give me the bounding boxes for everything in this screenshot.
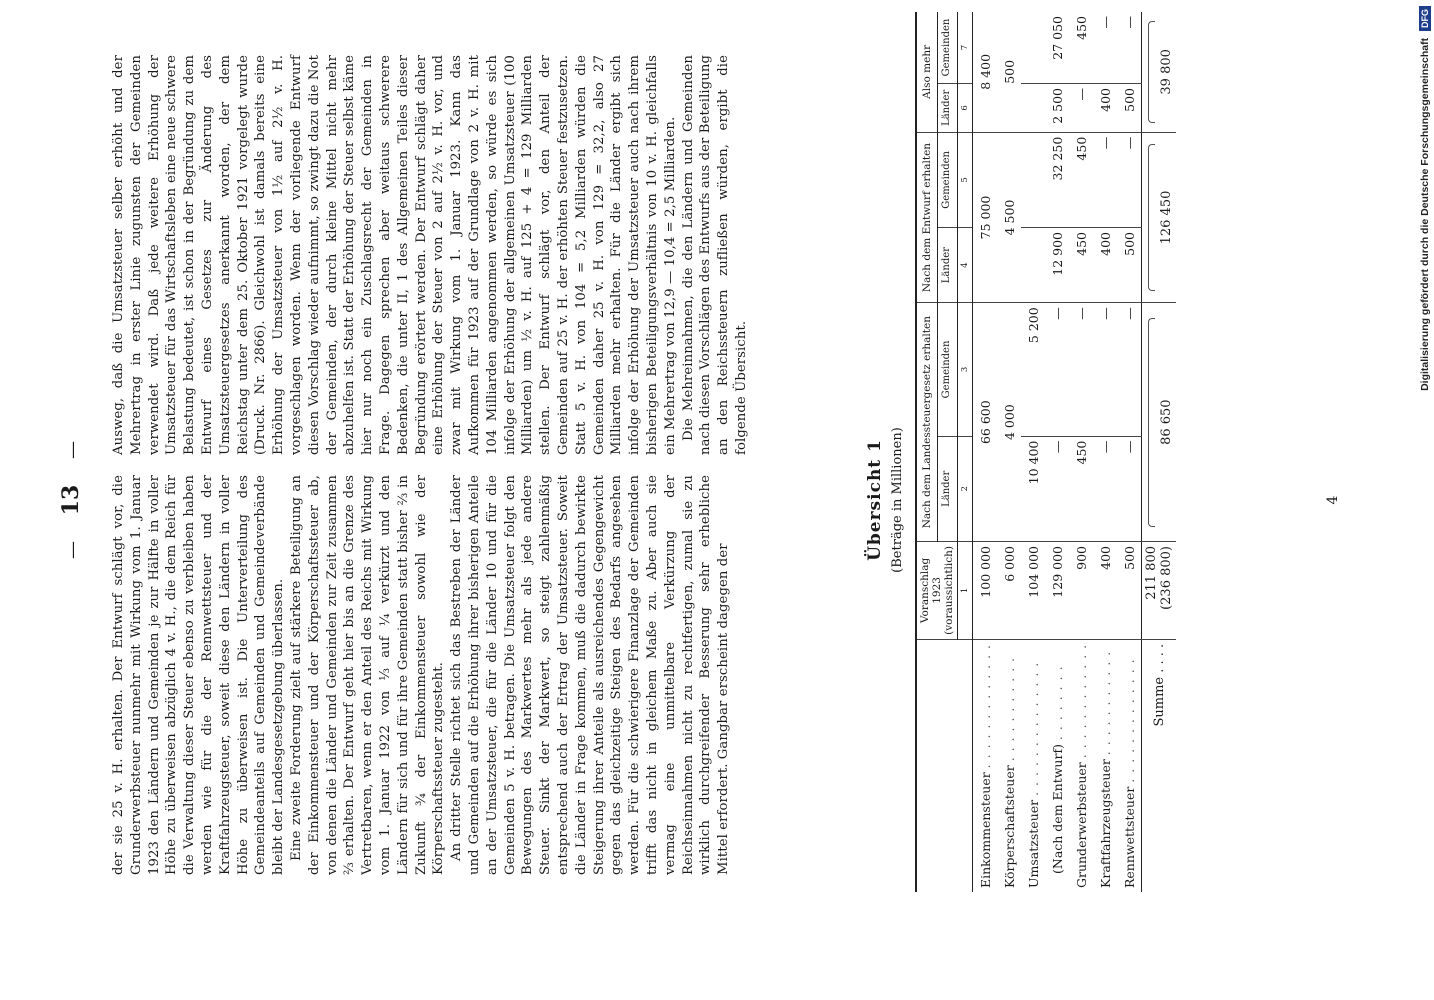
sum-row <box>1142 12 1177 892</box>
cell-laender: — <box>1069 83 1093 132</box>
paragraph: Eine zweite Forderung zielt auf stärkere Beteiligung an der Einkommensteuer und der Körperschaftssteuer ab, von denen die Länder und Gemeinden zur Zeit zusammen ⅔ erhalten. Der Entwurf geht hier bis an die Grenze des Vertretbaren, wenn er den Anteil des Reichs mit Wirkung vom 1. Januar 1922 von ⅓ auf ¼ verkürzt und den Ländern für sich und für ihre Gemeinden statt bisher ⅔ in Zukunft ¾ der Einkommensteuer sowohl wie der Körperschaftssteuer zugesteht. <box>288 475 447 875</box>
sum-mehr <box>1142 12 1177 132</box>
text-column-right <box>110 55 751 455</box>
leader-dots: . . . . . . . . . . . . . <box>1121 658 1137 783</box>
cell-gemeinden: — <box>1093 132 1117 227</box>
row-label-text: Umsatzsteuer <box>1025 799 1041 888</box>
credit-text: Digitalisierung gefördert durch die Deutsche Forschungsgemeinschaft <box>1419 37 1431 391</box>
row-label <box>973 639 998 892</box>
cell-voranschlag: 400 <box>1093 542 1117 640</box>
table-row <box>973 12 998 892</box>
table-row <box>1093 12 1117 892</box>
header-dash-right: — <box>62 441 83 460</box>
leader-dots: . . . . . . . . <box>1049 665 1065 741</box>
table-subtitle: (Beträge in Millionen) <box>890 427 905 573</box>
cell-gemeinden: — <box>1093 303 1117 436</box>
cell-laender: 2 500 <box>1045 83 1069 132</box>
text-column-left <box>110 475 733 875</box>
cell-voranschlag: 6 000 <box>997 542 1021 640</box>
table-header-row <box>916 12 937 892</box>
digitization-credit <box>1418 6 1432 996</box>
header-laender: Länder <box>937 227 957 302</box>
table-row <box>1069 12 1093 892</box>
leader-dots: . . . . . . . . . . . . . . <box>1025 661 1041 796</box>
column-number: 7 <box>958 12 973 83</box>
header-entwurf: Nach dem Entwurf erhalten <box>916 132 937 303</box>
cell-laender: 12 900 <box>1045 227 1069 302</box>
cell-gemeinden: — <box>1093 12 1117 83</box>
cell-gemeinden: 27 050 <box>1045 12 1069 83</box>
row-label <box>1045 639 1069 892</box>
table-row <box>1117 12 1142 892</box>
cell-gemeinden: — <box>1117 12 1142 83</box>
paragraph: der sie 25 v. H. erhalten. Der Entwurf schlägt vor, die Grunderwerbsteuer nunmehr mit Wirkung vom 1. Januar 1923 den Ländern und Gemeinden je zur Hälfte in voller Höhe zu überweisen abzüglich 4 v. H., die dem Reich für die Verwaltung dieser Steuer ebenso zu verbleiben haben werden wie für die der Rennwettsteuer und der Kraftfahrzeugsteuer, soweit diese den Ländern in voller Höhe zu überweisen ist. Die Unterverteilung des Gemeindeanteils auf Gemeinden und Gemeindeverbände bleibt der Landesgesetzgebung überlassen. <box>111 475 287 875</box>
paragraph: Ausweg, daß die Umsatzsteuer selber erhöht und der Mehrertrag in erster Linie zugunsten der Gemeinden verwendet wird. Daß jede weitere Erhöhung der Umsatzsteuer für das Wirtschaftsleben eine neue schwere Belastung bedeutet, ist schon in der Begründung zu dem Entwurf eines Gesetzes zur Änderung des Umsatzsteuergesetzes anerkannt worden, der dem Reichstag unter dem 25. Oktober 1921 vorgelegt wurde (Druck. Nr. 2866). Gleichwohl ist damals bereits eine Erhöhung der Umsatzsteuer von 1½ auf 2½ v. H. vorgeschlagen worden. Wenn der vorliegende Entwurf diesen Vorschlag wieder aufnimmt, so zwingt dazu die Not der Gemeinden, der durch kleine Mittel nicht mehr abzuhelfen ist. Statt der Erhöhung der Steuer selbst käme hier nur noch ein Zuschlagsrecht der Gemeinden in Frage. Dagegen sprechen aber weitaus schwerere Bedenken, die unter II, 1 des Allgemeinen Teiles dieser Begründung erörtert werden. Der Entwurf schlägt daher eine Erhöhung der Steuer von 2 auf 2½ v. H. vor, und zwar mit Wirkung vom 1. Januar 1923. Kann das Aufkommen für 1923 auf der Grundlage von 2 v. H. mit 104 Milliarden angenommen werden, so würde es sich infolge der Erhöhung der allgemeinen Umsatzsteuer (100 Milliarden) um ½ v. H. auf 125 + 4 = 129 Milliarden stellen. Der Entwurf schlägt vor, den Anteil der Gemeinden auf 25 v. H. der erhöhten Steuer festzusetzen. Statt 5 v. H. von 104 = 5,2 Milliarden würden die Gemeinden daher 25 v. H. von 129 = 32,2, also 27 Milliarden mehr erhalten. Für die Länder ergibt sich infolge der Erhöhung der Umsatzsteuer auch nach ihrem bisherigen Beteiligungsverhältnis von 10 v. H. gleichfalls ein Mehrertrag von 12,9 — 10,4 = 2,5 Milliarden. <box>111 55 678 455</box>
cell-laender: — <box>1093 436 1117 541</box>
cell-gemeinden: 32 250 <box>1045 132 1069 227</box>
cell-laender <box>1021 83 1045 132</box>
column-number: 3 <box>958 303 973 436</box>
row-label-text: Grunderwerbsteuer <box>1073 762 1089 888</box>
sum-landesgesetz-value: 86 650 <box>1159 399 1174 445</box>
column-number: 2 <box>958 436 973 541</box>
cell-voranschlag: 100 000 <box>973 542 998 640</box>
cell-gemeinden: — <box>1117 132 1142 227</box>
row-label-text: Körperschaftsteuer <box>1001 765 1017 888</box>
cell-gemeinden: 5 200 <box>1021 303 1045 436</box>
sum-voranschlag <box>1142 542 1177 640</box>
leader-dots: . . . . . . . . . . . . . <box>977 643 993 769</box>
cell-voranschlag: 900 <box>1069 542 1093 640</box>
table-row <box>1021 12 1045 892</box>
row-label-text: Einkommensteuer <box>977 772 993 888</box>
cell-gemeinden: — <box>1069 303 1093 436</box>
column-number: 1 <box>958 542 973 640</box>
overview-table <box>915 12 1176 892</box>
row-label <box>997 639 1021 892</box>
sum-brace <box>1148 21 1155 124</box>
cell-gemeinden <box>1021 12 1045 83</box>
cell-gemeinden <box>1021 132 1045 227</box>
sum-landesgesetz <box>1142 303 1177 542</box>
column-number: 5 <box>958 132 973 227</box>
row-label-text: Kraftfahrzeugsteuer <box>1097 759 1113 888</box>
cell-laender: 400 <box>1093 83 1117 132</box>
table-title: Übersicht 1 <box>865 439 885 561</box>
table-row <box>997 12 1021 892</box>
cell-mehr-merged: 8 400 <box>973 12 998 132</box>
leader-dots: . . . . . . . . . . . . <box>1073 643 1089 759</box>
row-label <box>1021 639 1045 892</box>
paragraph: An dritter Stelle richtet sich das Bestreben der Länder und Gemeinden auf die Erhöhung ihrer bisherigen Anteile an der Umsatzsteuer, die für die Länder 10 und für die Gemeinden 5 v. H. betragen. Die Umsatzsteuer folgt den Bewegungen des Markwertes mehr als jede andere Steuer. Sinkt der Markwert, so steigt zahlenmäßig entsprechend auch der Ertrag der Umsatzsteuer. Soweit die Länder in Frage kommen, muß die dadurch bewirkte Steigerung ihrer Anteile als ausreichendes Gegengewicht gegen das gleichzeitige Steigen des Bedarfs angesehen werden. Für die schwierigere Finanzlage der Gemeinden trifft das nicht in gleichem Maße zu. Aber auch sie vermag eine unmittelbare Verkürzung der Reichseinnahmen nicht zu rechtfertigen, zumal sie zu wirklich durchgreifender Besserung sehr erhebliche Mittel erfordert. Gangbar erscheint dagegen der <box>449 475 732 875</box>
cell-voranschlag: 104 000 <box>1021 542 1045 640</box>
cell-laender: — <box>1117 436 1142 541</box>
header-voranschlag: Voranschlag 1923 (voraussichtlich) <box>916 542 958 640</box>
page-number-bottom: 4 <box>1325 495 1341 505</box>
cell-laender: 500 <box>1117 227 1142 302</box>
cell-voranschlag: 500 <box>1117 542 1142 640</box>
cell-laender: 400 <box>1093 227 1117 302</box>
cell-laender: — <box>1045 436 1069 541</box>
sum-brace <box>1148 144 1155 291</box>
cell-laender: 450 <box>1069 436 1093 541</box>
header-landesgesetz: Nach dem Landessteuergesetz erhalten <box>916 303 937 542</box>
page-number-top: 13 <box>58 484 84 516</box>
cell-landesgesetz-merged: 4 000 <box>997 303 1021 542</box>
column-number: 6 <box>958 83 973 132</box>
cell-gemeinden: — <box>1045 303 1069 436</box>
leader-dots: . . . . . . . . . . . <box>1001 656 1017 762</box>
sum-mehr-value: 39 800 <box>1159 49 1174 95</box>
cell-entwurf-merged: 75 000 <box>973 132 998 303</box>
row-label <box>1117 639 1142 892</box>
cell-voranschlag: 129 000 <box>1045 542 1069 640</box>
header-gemeinden: Gemeinden <box>937 12 957 83</box>
paragraph: Die Mehreinnahmen, die den Ländern und Gemeinden nach diesen Vorschlägen des Entwurfs aus der Beteiligung an den Reichssteuern zufließen würden, ergibt die folgende Übersicht. <box>680 55 749 455</box>
column-number: 4 <box>958 227 973 302</box>
cell-landesgesetz-merged: 66 600 <box>973 303 998 542</box>
header-laender: Länder <box>937 83 957 132</box>
sum-entwurf <box>1142 132 1177 303</box>
row-label-text: (Nach dem Entwurf) <box>1049 744 1065 874</box>
sum-label: Summe . . . . <box>1142 639 1177 892</box>
table-row <box>1045 12 1069 892</box>
sum-brace <box>1148 318 1155 527</box>
sum-voranschlag-value: 211 800 <box>1144 546 1159 600</box>
header-dash-left: — <box>62 540 83 559</box>
credit-text-wrapper <box>1418 6 1432 996</box>
cell-laender <box>1021 227 1045 302</box>
header-label-empty <box>916 639 973 892</box>
row-label-text: Rennwettsteuer <box>1121 786 1137 888</box>
header-mehr: Also mehr <box>916 12 937 132</box>
sum-voranschlag-alt-value: (236 800) <box>1159 546 1174 610</box>
cell-mehr-merged: 500 <box>997 12 1021 132</box>
cell-laender: 10 400 <box>1021 436 1045 541</box>
header-laender: Länder <box>937 436 957 541</box>
page-header <box>58 0 84 1000</box>
header-gemeinden: Gemeinden <box>937 132 957 227</box>
row-label <box>1069 639 1093 892</box>
row-label <box>1093 639 1117 892</box>
cell-gemeinden: 450 <box>1069 12 1093 83</box>
cell-entwurf-merged: 4 500 <box>997 132 1021 303</box>
dfg-logo: DFG <box>1419 6 1431 31</box>
cell-laender: 450 <box>1069 227 1093 302</box>
header-gemeinden: Gemeinden <box>937 303 957 436</box>
cell-gemeinden: — <box>1117 303 1142 436</box>
sum-entwurf-value: 126 450 <box>1159 190 1174 245</box>
leader-dots: . . . . . . . . . . . <box>1097 650 1113 756</box>
cell-laender: 500 <box>1117 83 1142 132</box>
cell-gemeinden: 450 <box>1069 132 1093 227</box>
